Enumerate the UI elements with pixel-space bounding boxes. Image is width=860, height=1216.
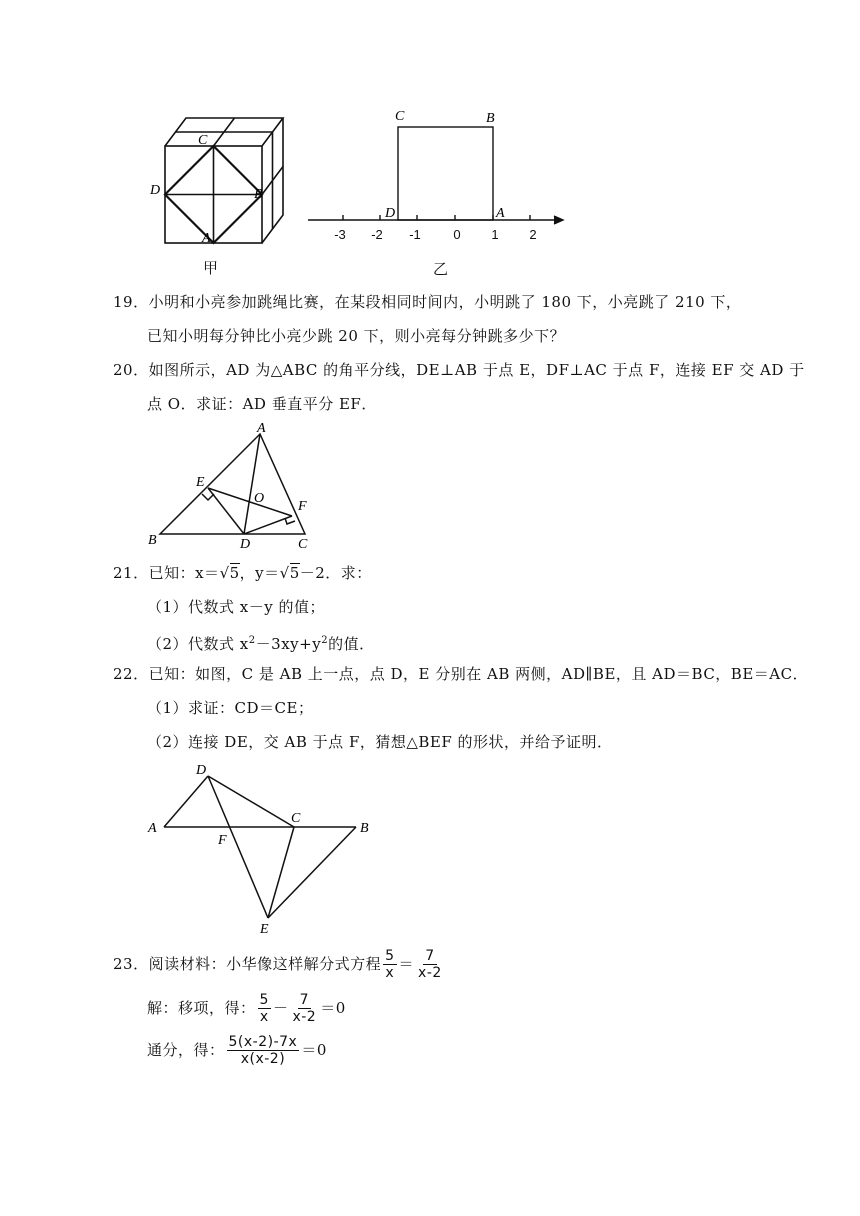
question-text: 如图所示，AD 为△ABC 的角平分线，DE⊥AB 于点 E，DF⊥AC 于点 F，连接 EF 交 AD 于: [148, 361, 805, 379]
par-label-c: C: [291, 811, 301, 826]
step-label: 通分，得：: [147, 1041, 225, 1059]
cube-label-d: D: [150, 183, 161, 198]
question-19-line2: 已知小明每分钟比小亮少跳 20 下，则小亮每分钟跳多少下？: [147, 327, 566, 345]
par-label-d: D: [196, 763, 207, 778]
question-text: 阅读材料：小华像这样解分式方程: [148, 955, 382, 973]
question-22-part1: （1）求证：CD＝CE；: [147, 699, 314, 717]
given-text: 已知：x＝: [148, 564, 220, 582]
par-label-e: E: [260, 922, 269, 937]
question-text: 已知：如图，C 是 AB 上一点，点 D，E 分别在 AB 两侧，AD∥BE，且 AD＝BC，BE＝AC．: [148, 665, 809, 683]
numerator: 5(x-2)-7x: [228, 1033, 298, 1050]
tri-label-b: B: [148, 533, 157, 548]
question-22: [113, 664, 808, 684]
tri-label-a: A: [257, 421, 266, 436]
question-20: [113, 360, 805, 380]
numline-label-b: B: [486, 111, 495, 126]
figure-parallel: [140, 758, 380, 938]
par-label-a: A: [148, 821, 157, 836]
fraction: [290, 992, 318, 1025]
equals-sign: ＝: [398, 955, 415, 973]
fraction: [258, 992, 271, 1025]
par-label-f: F: [218, 833, 227, 848]
cube-caption: 甲: [203, 259, 219, 277]
question-23-step2: [147, 1032, 327, 1068]
cube-label-c: C: [198, 133, 208, 148]
given-text-mid: ，y＝: [239, 564, 280, 582]
equals-zero: ＝0: [320, 999, 346, 1017]
tick-label: 0: [453, 227, 461, 242]
numerator: 7: [299, 991, 310, 1008]
question-21-part2: [147, 631, 375, 654]
tick-label: -1: [409, 227, 421, 242]
sqrt-radicand: 5: [289, 564, 300, 582]
sqrt-y: √5: [279, 564, 300, 582]
question-19: [113, 292, 741, 312]
part2-text-mid: －3xy+y: [255, 635, 322, 653]
cube-label-a: A: [202, 231, 211, 246]
cube-label-b: B: [254, 187, 263, 202]
numerator: 7: [425, 947, 435, 964]
tri-label-f: F: [298, 499, 307, 514]
figure-triangle-abc: [140, 418, 330, 553]
question-21: [113, 563, 372, 583]
question-number: 22．: [113, 665, 149, 683]
figure-number-line: [300, 104, 575, 244]
numline-caption: 乙: [433, 260, 449, 278]
question-23: [113, 946, 446, 982]
exponent: 2: [321, 635, 329, 646]
tick-label: 2: [529, 227, 537, 242]
tick-label: -3: [334, 227, 346, 242]
numerator: 5: [385, 947, 395, 964]
numerator: 5: [259, 991, 269, 1008]
numline-label-d: D: [385, 206, 396, 221]
question-number: 21．: [113, 564, 149, 582]
denominator: x-2: [418, 964, 442, 981]
part2-text-suffix: 的值．: [328, 635, 375, 653]
tri-label-c: C: [298, 537, 308, 552]
given-text-suffix: －2．求：: [299, 564, 372, 582]
fraction: [227, 1034, 300, 1067]
question-number: 23．: [113, 955, 149, 973]
question-21-part1: （1）代数式 x－y 的值；: [147, 598, 326, 616]
question-number: 20．: [113, 361, 149, 379]
sqrt-radicand: 5: [229, 564, 240, 582]
denominator: x: [259, 1008, 269, 1025]
denominator: x-2: [292, 1008, 317, 1025]
figure-cube: [140, 108, 300, 248]
question-text: 小明和小亮参加跳绳比赛，在某段相同时间内，小明跳了 180 下，小亮跳了 210 下，: [148, 293, 742, 311]
equals-zero: ＝0: [301, 1041, 327, 1059]
tri-label-o: O: [254, 491, 265, 506]
question-number: 19．: [113, 293, 149, 311]
sqrt-x: √5: [219, 564, 240, 582]
question-22-part2: （2）连接 DE，交 AB 于点 F，猜想△BEF 的形状，并给予证明．: [147, 733, 613, 751]
tri-label-d: D: [240, 537, 251, 552]
tri-label-e: E: [196, 475, 205, 490]
numline-label-a: A: [496, 206, 505, 221]
part2-text: （2）代数式 x: [147, 635, 249, 653]
minus-sign: －: [272, 999, 289, 1017]
denominator: x(x-2): [240, 1050, 286, 1067]
question-23-step1: [147, 990, 346, 1026]
par-label-b: B: [360, 821, 369, 836]
question-20-line2: 点 O．求证：AD 垂直平分 EF．: [147, 395, 377, 413]
denominator: x: [385, 964, 395, 981]
tick-label: -2: [371, 227, 383, 242]
numline-label-c: C: [395, 109, 405, 124]
fraction: [416, 948, 444, 981]
exponent: 2: [248, 635, 256, 646]
fraction: [383, 948, 396, 981]
tick-label: 1: [491, 227, 499, 242]
step-label: 解：移项，得：: [147, 999, 256, 1017]
